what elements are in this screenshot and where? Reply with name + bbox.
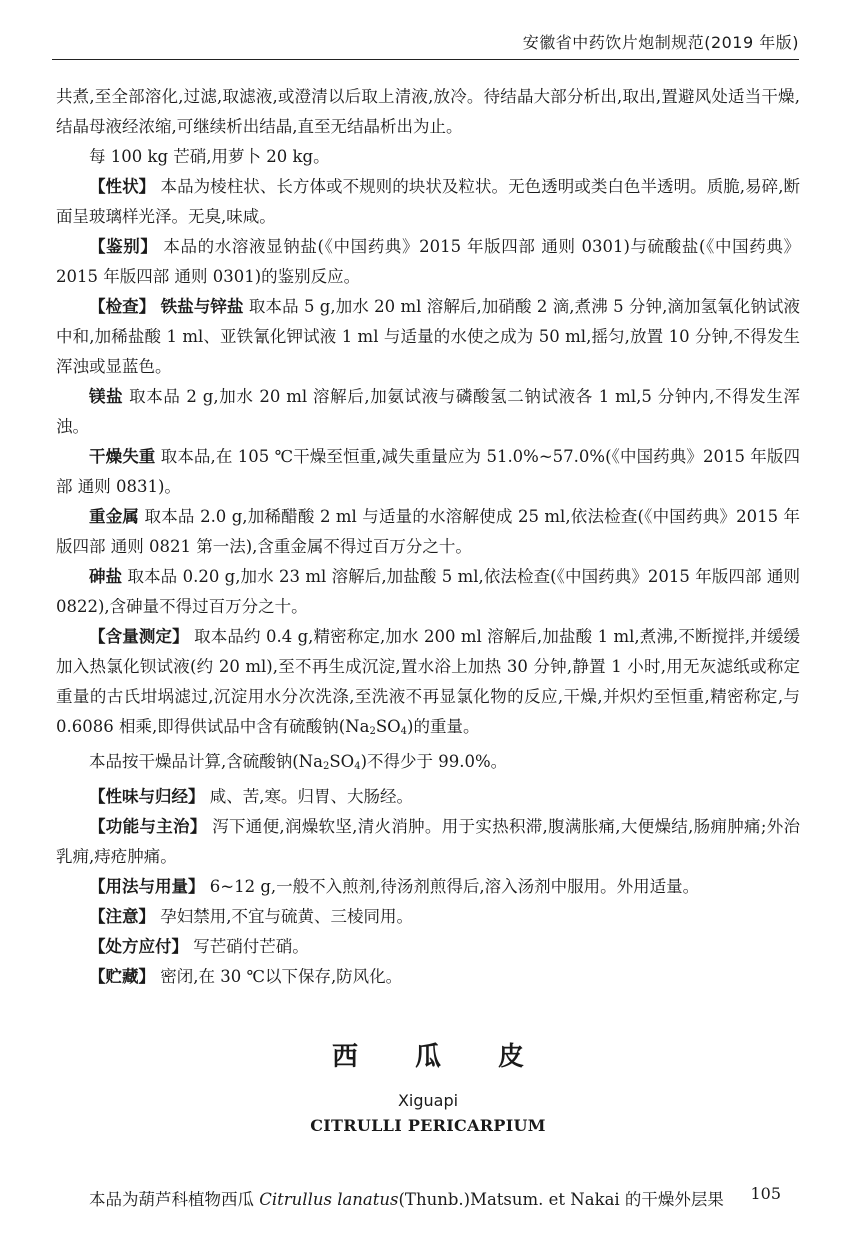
formula-part: SO (329, 752, 355, 771)
subscript: 2 (322, 761, 330, 772)
subsection-shenyan (56, 562, 800, 622)
section-jiancha (56, 292, 800, 382)
section-label: 【处方应付】 (89, 937, 188, 956)
section-xingwei (56, 782, 800, 812)
section-text: 取本品 2 g,加水 20 ml 溶解后,加氨试液与磷酸氢二钠试液各 1 ml,5 分钟内,不得发生浑浊。 (56, 387, 800, 436)
subsection-label: 镁盐 (89, 387, 124, 406)
section-yongfa (56, 872, 800, 902)
monograph-first-paragraph (56, 1185, 800, 1215)
subscript: 2 (369, 726, 376, 737)
subscript: 4 (354, 761, 361, 772)
subsection-ganzao (56, 442, 800, 502)
monograph-pinyin: Xiguapi (397, 1091, 459, 1110)
paragraph-ratio: 每 100 kg 芒硝,用萝卜 20 kg。 (89, 147, 330, 166)
section-text: 孕妇禁用,不宜与硫黄、三棱同用。 (160, 907, 413, 926)
section-gongneng (56, 812, 800, 872)
section-text: 本品为棱柱状、长方体或不规则的块状及粒状。无色透明或类白色半透明。质脆,易碎,断面呈玻璃样光泽。无臭,味咸。 (56, 177, 800, 226)
section-label: 【性味与归经】 (89, 787, 205, 806)
section-label: 【检查】 (89, 297, 156, 316)
section-jianbie (56, 232, 800, 292)
section-text: 取本品 0.20 g,加水 23 ml 溶解后,加盐酸 5 ml,依法检查(《中国药典》2015 年版四部 通则 0822),含砷量不得过百万分之十。 (56, 567, 800, 616)
monograph-title: 西 瓜 皮 (331, 1042, 549, 1072)
section-label: 【性状】 (89, 177, 156, 196)
section-text: 6~12 g,一般不入煎剂,待汤剂煎得后,溶入汤剂中服用。外用适量。 (209, 877, 700, 896)
section-text-end: (Thunb.)Matsum. et Nakai 的干燥外层果 (398, 1190, 724, 1209)
page-body (56, 82, 800, 1215)
section-label: 【鉴别】 (89, 237, 158, 256)
section-text: 取本品,在 105 ℃干燥至恒重,减失重量应为 51.0%~57.0%(《中国药典》2015 年版四部 通则 0831)。 (56, 447, 800, 496)
section-text-end: )不得少于 99.0%。 (360, 752, 508, 771)
monograph-latin-name: CITRULLI PERICARPIUM (310, 1116, 546, 1135)
section-text: 密闭,在 30 ℃以下保存,防风化。 (160, 967, 403, 986)
subsection-label: 干燥失重 (89, 447, 156, 466)
header-rule (52, 59, 799, 60)
section-text: 本品按干燥品计算,含硫酸钠(Na (89, 752, 323, 771)
section-xingzhuang (56, 172, 800, 232)
section-text: 本品为葫芦科植物西瓜 (89, 1190, 260, 1209)
subsection-label: 砷盐 (89, 567, 123, 586)
section-text: 取本品 2.0 g,加稀醋酸 2 ml 与适量的水溶解使成 25 ml,依法检查(《中国药典》2015 年版四部 通则 0821 第一法),含重金属不得过百万分之十。 (56, 507, 801, 556)
section-text: 泻下通便,润燥软坚,清火消肿。用于实热积滞,腹满胀痛,大便燥结,肠痈肿痛;外治乳痈,痔疮肿痛。 (56, 817, 800, 866)
section-label: 【注意】 (89, 907, 155, 926)
formula-part: SO (375, 717, 401, 736)
section-label: 【功能与主治】 (89, 817, 207, 836)
paragraph-process: 共煮,至全部溶化,过滤,取滤液,或澄清以后取上清液,放冷。待结晶大部分析出,取出,置避风处适当干燥,结晶母液经浓缩,可继续析出结晶,直至无结晶析出为止。 (56, 87, 800, 136)
section-text: 咸、苦,寒。归胃、大肠经。 (209, 787, 413, 806)
subsection-label: 重金属 (89, 507, 140, 526)
species-name: Citrullus lanatus (259, 1190, 399, 1209)
subsection-label: 铁盐与锌盐 (160, 297, 244, 316)
section-text: 取本品约 0.4 g,精密称定,加水 200 ml 溶解后,加盐酸 1 ml,煮沸,不断搅拌,并缓缓加入热氯化钡试液(约 20 ml),至不再生成沉淀,置水浴上加热 30 分钟,静置 1 小时,用无灰滤纸或称定重量的古氏坩埚滤过,沉淀用水分次洗涤,至洗液不再显氯化物的反应,干燥,并炽灼至恒重,精密称定,与 0.6086 相乘,即得供试品中含有硫酸钠(Na (56, 627, 801, 736)
section-label: 【含量测定】 (89, 627, 189, 646)
section-chufang (56, 932, 800, 962)
subsection-zhongjinshu (56, 502, 800, 562)
section-zhucang (56, 962, 800, 992)
section-text: 本品的水溶液显钠盐(《中国药典》2015 年版四部 通则 0301)与硫酸盐(《中国药典》2015 年版四部 通则 0301)的鉴别反应。 (56, 237, 801, 286)
paragraph-jisuan (56, 747, 800, 782)
section-zhuyi (56, 902, 800, 932)
section-label: 【贮藏】 (89, 967, 155, 986)
section-text: 取本品 5 g,加水 20 ml 溶解后,加硝酸 2 滴,煮沸 5 分钟,滴加氢氧化钠试液中和,加稀盐酸 1 ml、亚铁氰化钾试液 1 ml 与适量的水使之成为 50 ml,摇匀,放置 10 分钟,不得发生浑浊或显蓝色。 (56, 297, 800, 376)
section-hanliang (56, 622, 800, 747)
section-text-end: )的重量。 (407, 717, 480, 736)
page-number: 105 (750, 1184, 781, 1203)
subsection-meiyan (56, 382, 800, 442)
subscript: 4 (400, 726, 408, 737)
running-header: 安徽省中药饮片炮制规范(2019 年版) (522, 33, 799, 52)
section-text: 写芒硝付芒硝。 (193, 937, 309, 956)
section-label: 【用法与用量】 (89, 877, 205, 896)
